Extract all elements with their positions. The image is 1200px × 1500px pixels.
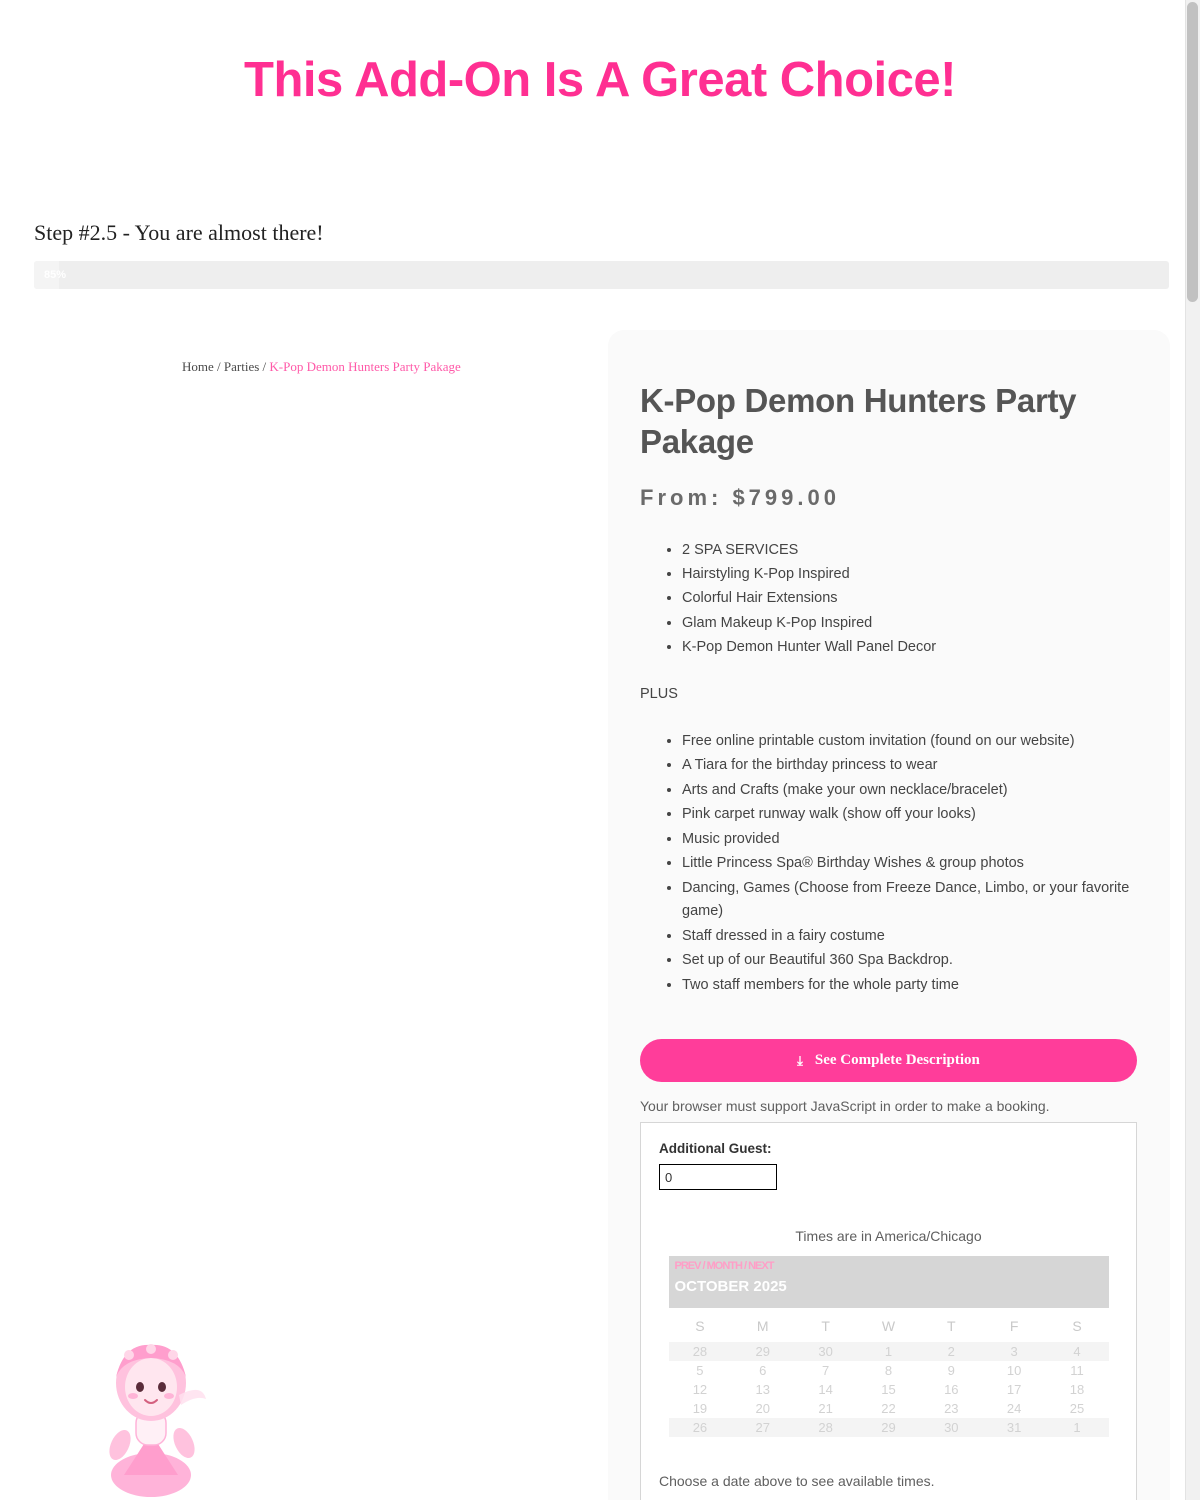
calendar-day-cell[interactable]: 31 — [983, 1418, 1046, 1437]
list-item: • Staff dressed in a fairy costume — [682, 925, 1138, 948]
booking-widget — [640, 1122, 1137, 1500]
chevron-double-down-icon: ⤓ — [797, 1053, 803, 1069]
calendar-day-cell[interactable]: 6 — [759, 1363, 767, 1379]
calendar-day-cell[interactable]: 22 — [881, 1401, 896, 1417]
calendar-day-cell[interactable]: 21 — [818, 1401, 833, 1417]
javascript-notice: Your browser must support JavaScript in order to make a booking. — [640, 1098, 1050, 1115]
calendar-day-cell[interactable]: 2 — [920, 1342, 983, 1361]
calendar-day-cell[interactable]: 28 — [794, 1418, 857, 1437]
breadcrumb-home[interactable]: Home — [182, 359, 214, 374]
calendar-day-cell[interactable]: 13 — [755, 1382, 770, 1398]
product-plus-feature-list — [640, 730, 1138, 997]
breadcrumb — [182, 359, 461, 375]
calendar-day-cell[interactable]: 19 — [692, 1401, 708, 1417]
booking-calendar — [669, 1256, 1109, 1437]
product-feature-list — [640, 539, 1138, 660]
calendar-day-cell[interactable]: 7 — [821, 1363, 830, 1379]
breadcrumb-separator-2: / — [262, 359, 267, 374]
progress-bar — [34, 261, 1169, 289]
calendar-weekday: F — [1009, 1318, 1019, 1335]
calendar-day-cell[interactable]: 1 — [857, 1342, 920, 1361]
list-item: • A Tiara for the birthday princess to wear — [682, 754, 1138, 777]
breadcrumb-current: K-Pop Demon Hunters Party Pakage — [269, 359, 461, 374]
calendar-day-cell[interactable]: 20 — [755, 1401, 770, 1417]
list-item: • Arts and Crafts (make your own necklace/bracelet) — [682, 779, 1138, 802]
list-item: • Colorful Hair Extensions — [682, 587, 1138, 610]
calendar-day-cell[interactable]: 29 — [857, 1418, 920, 1437]
calendar-week-row — [669, 1380, 1109, 1399]
calendar-day-cell[interactable]: 29 — [731, 1342, 794, 1361]
mascot-illustration — [84, 1325, 219, 1500]
breadcrumb-parties[interactable]: Parties — [223, 359, 260, 374]
list-item: • Dancing, Games (Choose from Freeze Dance, Limbo, or your favorite game) — [682, 877, 1138, 924]
calendar-day-cell[interactable]: 17 — [1006, 1382, 1022, 1398]
calendar-day-cell[interactable]: 5 — [696, 1363, 704, 1379]
progress-bar-fill: 85% — [34, 261, 59, 289]
see-complete-description-label: See Complete Description — [814, 1052, 980, 1069]
calendar-month-label: OCTOBER 2025 — [674, 1278, 787, 1296]
calendar-day-cell[interactable]: 15 — [881, 1382, 896, 1398]
calendar-day-cell[interactable]: 14 — [818, 1382, 833, 1398]
calendar-day-cell[interactable]: 9 — [947, 1363, 955, 1379]
list-item: • Two staff members for the whole party time — [682, 974, 1138, 997]
product-price: From: $799.00 — [640, 484, 840, 510]
calendar-week-row — [669, 1399, 1109, 1418]
page-headline: This Add-On Is A Great Choice! — [244, 53, 956, 107]
calendar-week-row — [669, 1342, 1109, 1361]
list-item: • Hairstyling K-Pop Inspired — [682, 563, 1138, 586]
calendar-weekday: T — [947, 1318, 956, 1335]
see-complete-description-button[interactable] — [640, 1039, 1137, 1082]
calendar-weekday: T — [821, 1318, 830, 1335]
calendar-week-row — [669, 1361, 1109, 1380]
calendar-weekday: S — [695, 1318, 705, 1335]
product-card — [608, 330, 1170, 1500]
calendar-day-cell[interactable]: 28 — [669, 1342, 732, 1361]
calendar-day-cell[interactable]: 4 — [1046, 1342, 1109, 1361]
calendar-day-cell[interactable]: 24 — [1006, 1401, 1022, 1417]
list-item: • Set up of our Beautiful 360 Spa Backdrop. — [682, 949, 1138, 972]
calendar-day-cell[interactable]: 26 — [669, 1418, 732, 1437]
calendar-day-cell[interactable]: 8 — [884, 1363, 893, 1379]
calendar-week-row — [669, 1418, 1109, 1437]
calendar-nav[interactable]: PREV / MONTH / NEXT — [674, 1260, 774, 1273]
list-item: • Pink carpet runway walk (show off your looks) — [682, 803, 1138, 826]
calendar-day-cell[interactable]: 25 — [1069, 1401, 1085, 1417]
additional-guest-label: Additional Guest: — [659, 1141, 772, 1157]
page-scrollbar-thumb[interactable] — [1187, 2, 1198, 302]
calendar-day-cell[interactable]: 18 — [1069, 1382, 1085, 1398]
calendar-grid — [669, 1308, 1109, 1437]
calendar-day-cell[interactable]: 12 — [692, 1382, 708, 1398]
step-title: Step #2.5 - You are almost there! — [34, 220, 324, 245]
calendar-day-cell[interactable]: 23 — [944, 1401, 959, 1417]
list-item: • Little Princess Spa® Birthday Wishes & group photos — [682, 852, 1138, 875]
calendar-day-cell[interactable]: 10 — [1006, 1363, 1022, 1379]
calendar-weekday-row — [669, 1308, 1109, 1342]
plus-label: PLUS — [640, 685, 678, 702]
calendar-day-cell[interactable]: 16 — [944, 1382, 959, 1398]
calendar-day-cell[interactable]: 1 — [1046, 1418, 1109, 1437]
timezone-note: Times are in America/Chicago — [795, 1228, 982, 1245]
calendar-day-cell[interactable]: 30 — [794, 1342, 857, 1361]
page-scrollbar[interactable] — [1185, 0, 1200, 1500]
product-title: K-Pop Demon Hunters Party Pakage — [640, 382, 1077, 461]
list-item: • K-Pop Demon Hunter Wall Panel Decor — [682, 636, 1138, 659]
calendar-weekday: S — [1072, 1318, 1082, 1335]
calendar-day-cell[interactable]: 3 — [983, 1342, 1046, 1361]
list-item: • 2 SPA SERVICES — [682, 539, 1138, 562]
list-item: • Free online printable custom invitation (found on our website) — [682, 730, 1138, 753]
calendar-day-cell[interactable]: 30 — [920, 1418, 983, 1437]
calendar-weekday: M — [756, 1318, 769, 1335]
choose-date-note: Choose a date above to see available times. — [659, 1473, 935, 1490]
breadcrumb-separator-1: / — [217, 359, 221, 374]
list-item: • Glam Makeup K-Pop Inspired — [682, 612, 1138, 635]
calendar-weekday: W — [881, 1318, 896, 1335]
additional-guest-input[interactable] — [659, 1164, 777, 1190]
calendar-header — [669, 1256, 1109, 1308]
calendar-day-cell[interactable]: 27 — [731, 1418, 794, 1437]
list-item: • Music provided — [682, 828, 1138, 851]
calendar-day-cell[interactable]: 11 — [1070, 1363, 1084, 1379]
